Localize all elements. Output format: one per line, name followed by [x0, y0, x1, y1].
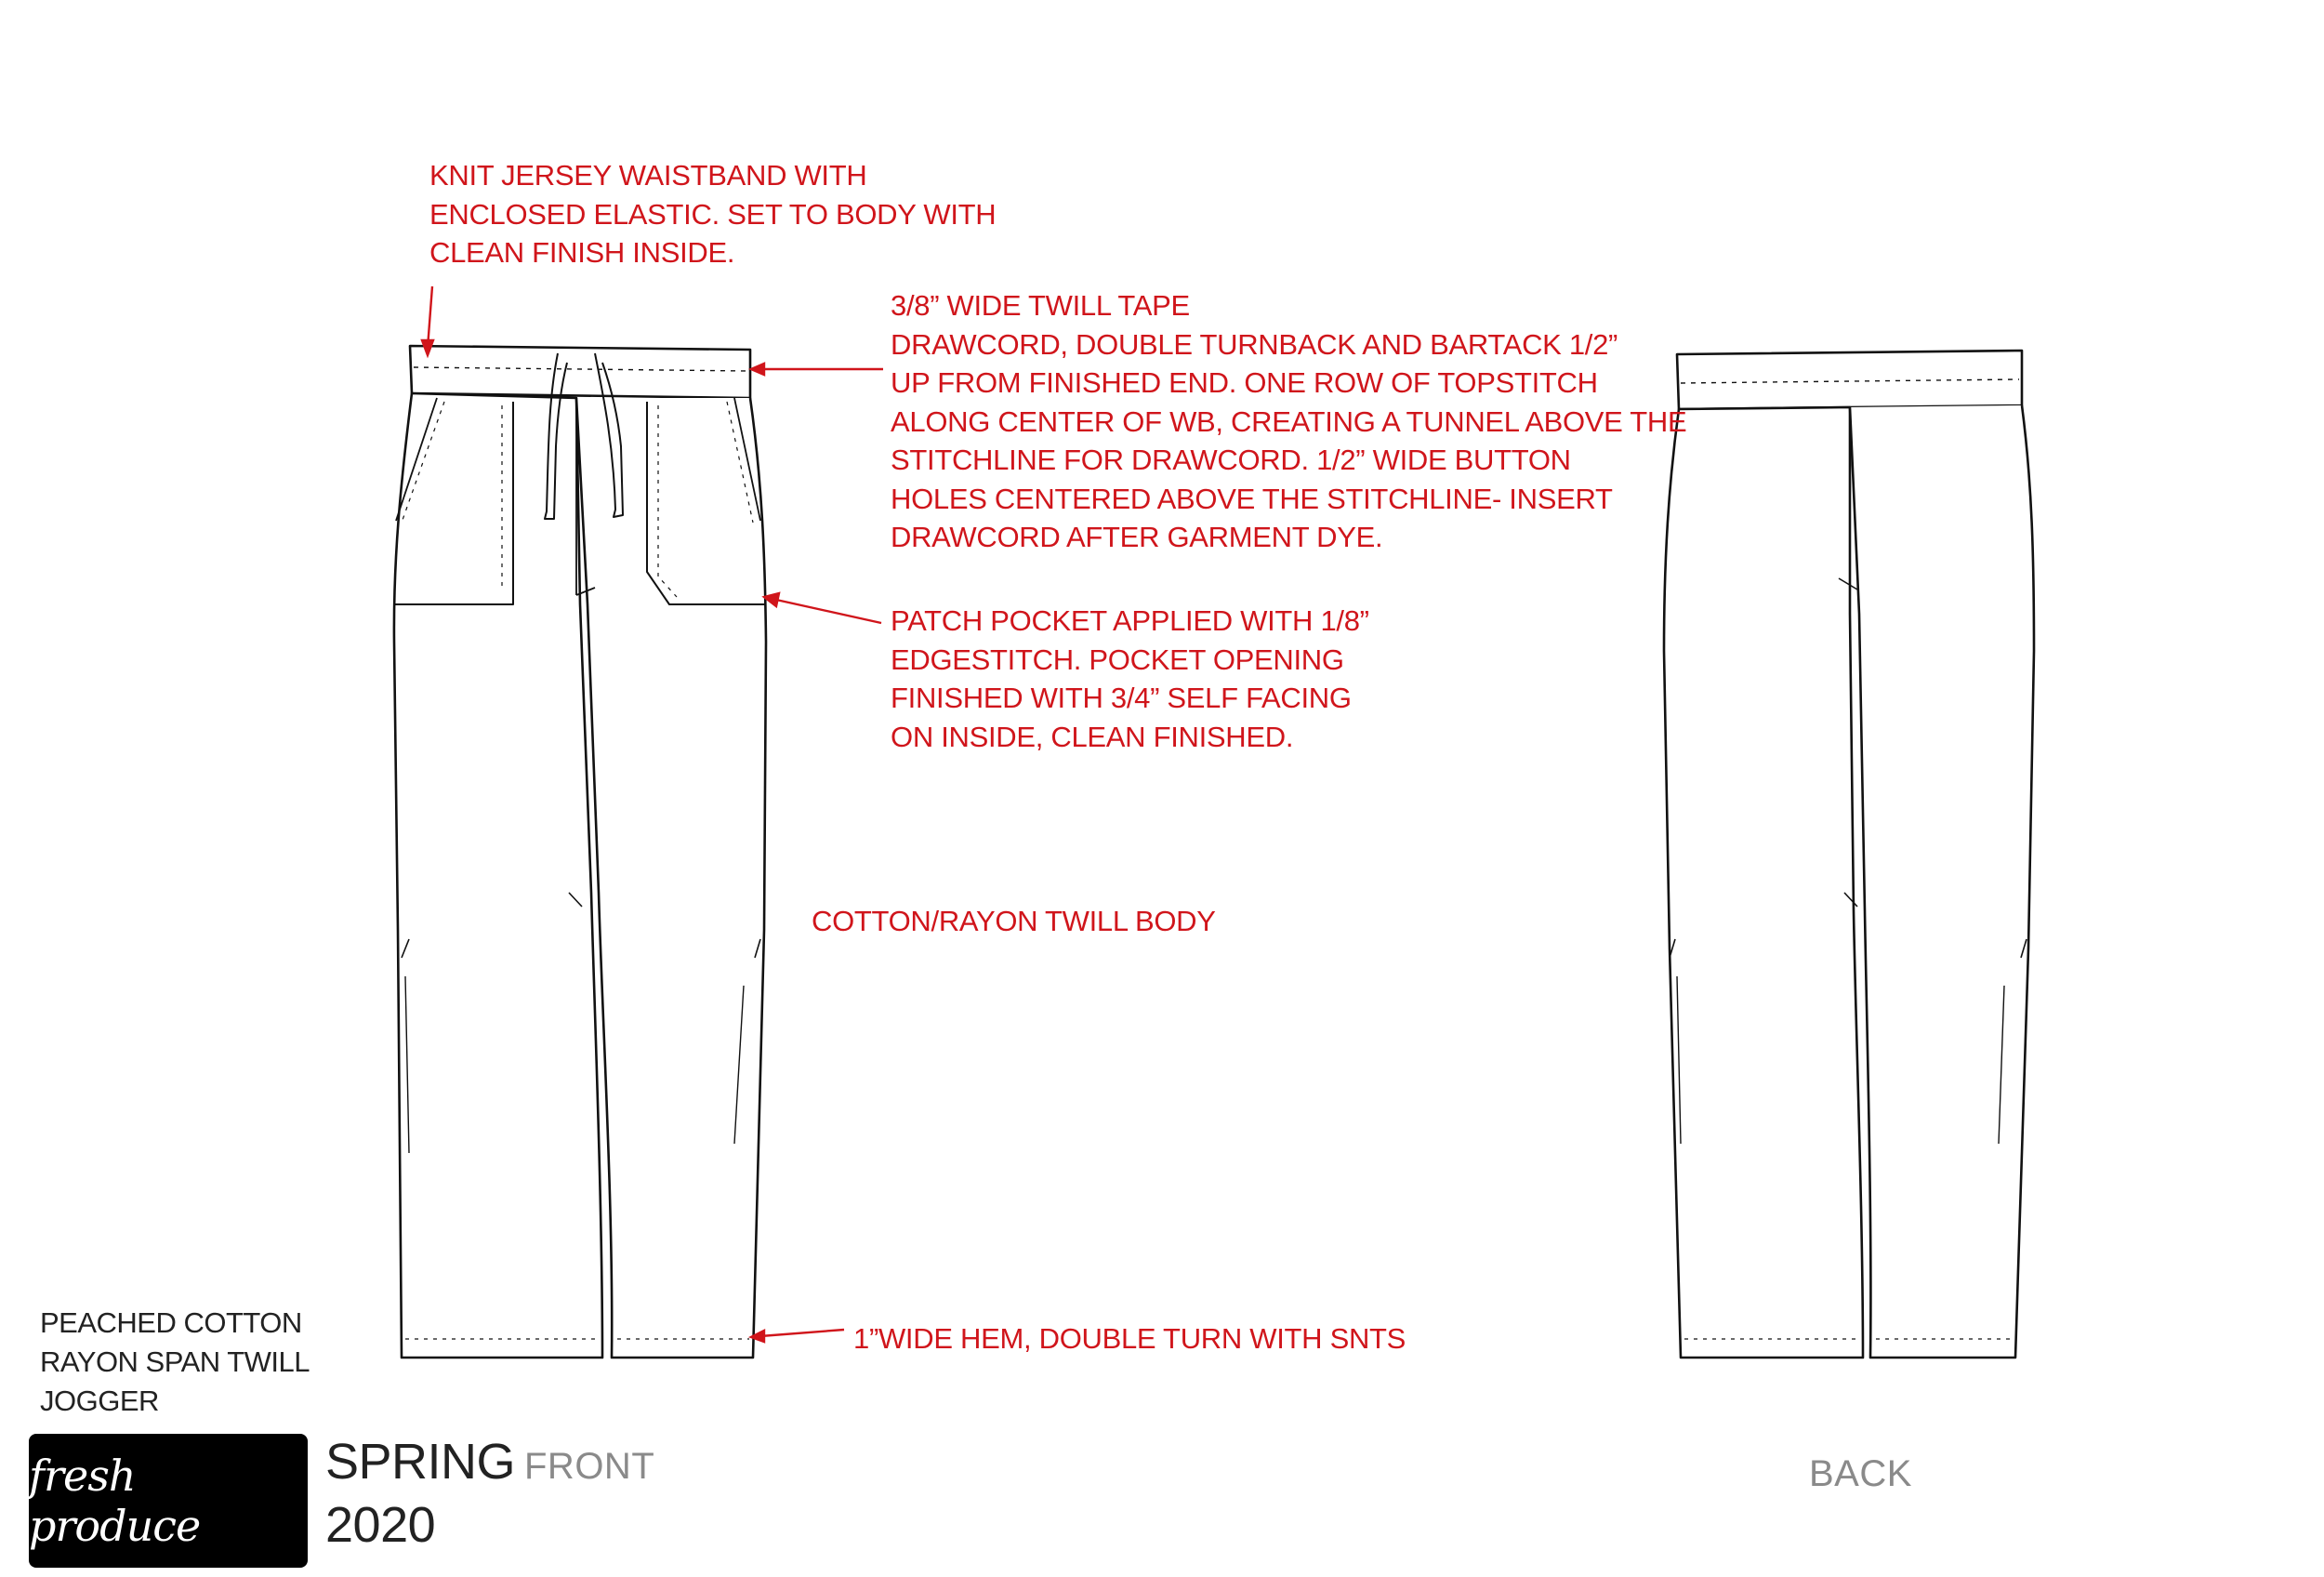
drawcord-callout: [891, 286, 1686, 557]
season-label: [325, 1430, 515, 1557]
hem-callout: [853, 1319, 1406, 1358]
waistband-callout-line: CLEAN FINISH INSIDE.: [429, 236, 735, 269]
drawcord-callout-line: ALONG CENTER OF WB, CREATING A TUNNEL ABOVE THE: [891, 404, 1687, 438]
back-view-label: BACK: [1809, 1453, 1912, 1494]
drawcord-callout-line: DRAWCORD AFTER GARMENT DYE.: [891, 521, 1383, 553]
drawcord-callout-line: UP FROM FINISHED END. ONE ROW OF TOPSTITCH: [891, 366, 1598, 399]
back-flat-sketch: [1664, 351, 2034, 1358]
body-fabric-callout-text: COTTON/RAYON TWILL BODY: [812, 905, 1216, 937]
drawcord-callout-line: STITCHLINE FOR DRAWCORD. 1/2” WIDE BUTTON: [891, 444, 1571, 476]
season-name: SPRING: [325, 1434, 516, 1490]
pocket-callout-line: FINISHED WITH 3/4” SELF FACING: [891, 682, 1352, 714]
style-name-line: PEACHED COTTON: [40, 1306, 302, 1339]
pocket-callout-line: PATCH POCKET APPLIED WITH 1/8”: [891, 604, 1369, 637]
style-name: [40, 1304, 310, 1421]
front-flat-sketch: [394, 346, 766, 1358]
pocket-callout-line: ON INSIDE, CLEAN FINISHED.: [891, 720, 1294, 753]
season-year: 2020: [325, 1497, 436, 1553]
body-fabric-callout: [812, 902, 1216, 941]
drawcord-callout-line: DRAWCORD, DOUBLE TURNBACK AND BARTACK 1/2”: [891, 327, 1618, 361]
drawcord-callout-line: 3/8” WIDE TWILL TAPE: [891, 289, 1190, 322]
pocket-callout-line: EDGESTITCH. POCKET OPENING: [891, 643, 1344, 676]
style-name-line: RAYON SPAN TWILL: [40, 1345, 310, 1378]
brand-logo-text: fresh produce: [29, 1451, 201, 1551]
waistband-callout-line: ENCLOSED ELASTIC. SET TO BODY WITH: [429, 197, 997, 231]
hem-callout-text: 1”WIDE HEM, DOUBLE TURN WITH SNTS: [853, 1322, 1406, 1355]
brand-logo: [29, 1434, 308, 1568]
waistband-callout-line: KNIT JERSEY WAISTBAND WITH: [429, 159, 867, 192]
pocket-callout: [891, 602, 1369, 756]
waistband-callout: [429, 156, 996, 272]
style-name-line: JOGGER: [40, 1385, 159, 1417]
drawcord-callout-line: HOLES CENTERED ABOVE THE STITCHLINE- INSERT: [891, 482, 1613, 515]
front-view-label: FRONT: [524, 1446, 655, 1487]
